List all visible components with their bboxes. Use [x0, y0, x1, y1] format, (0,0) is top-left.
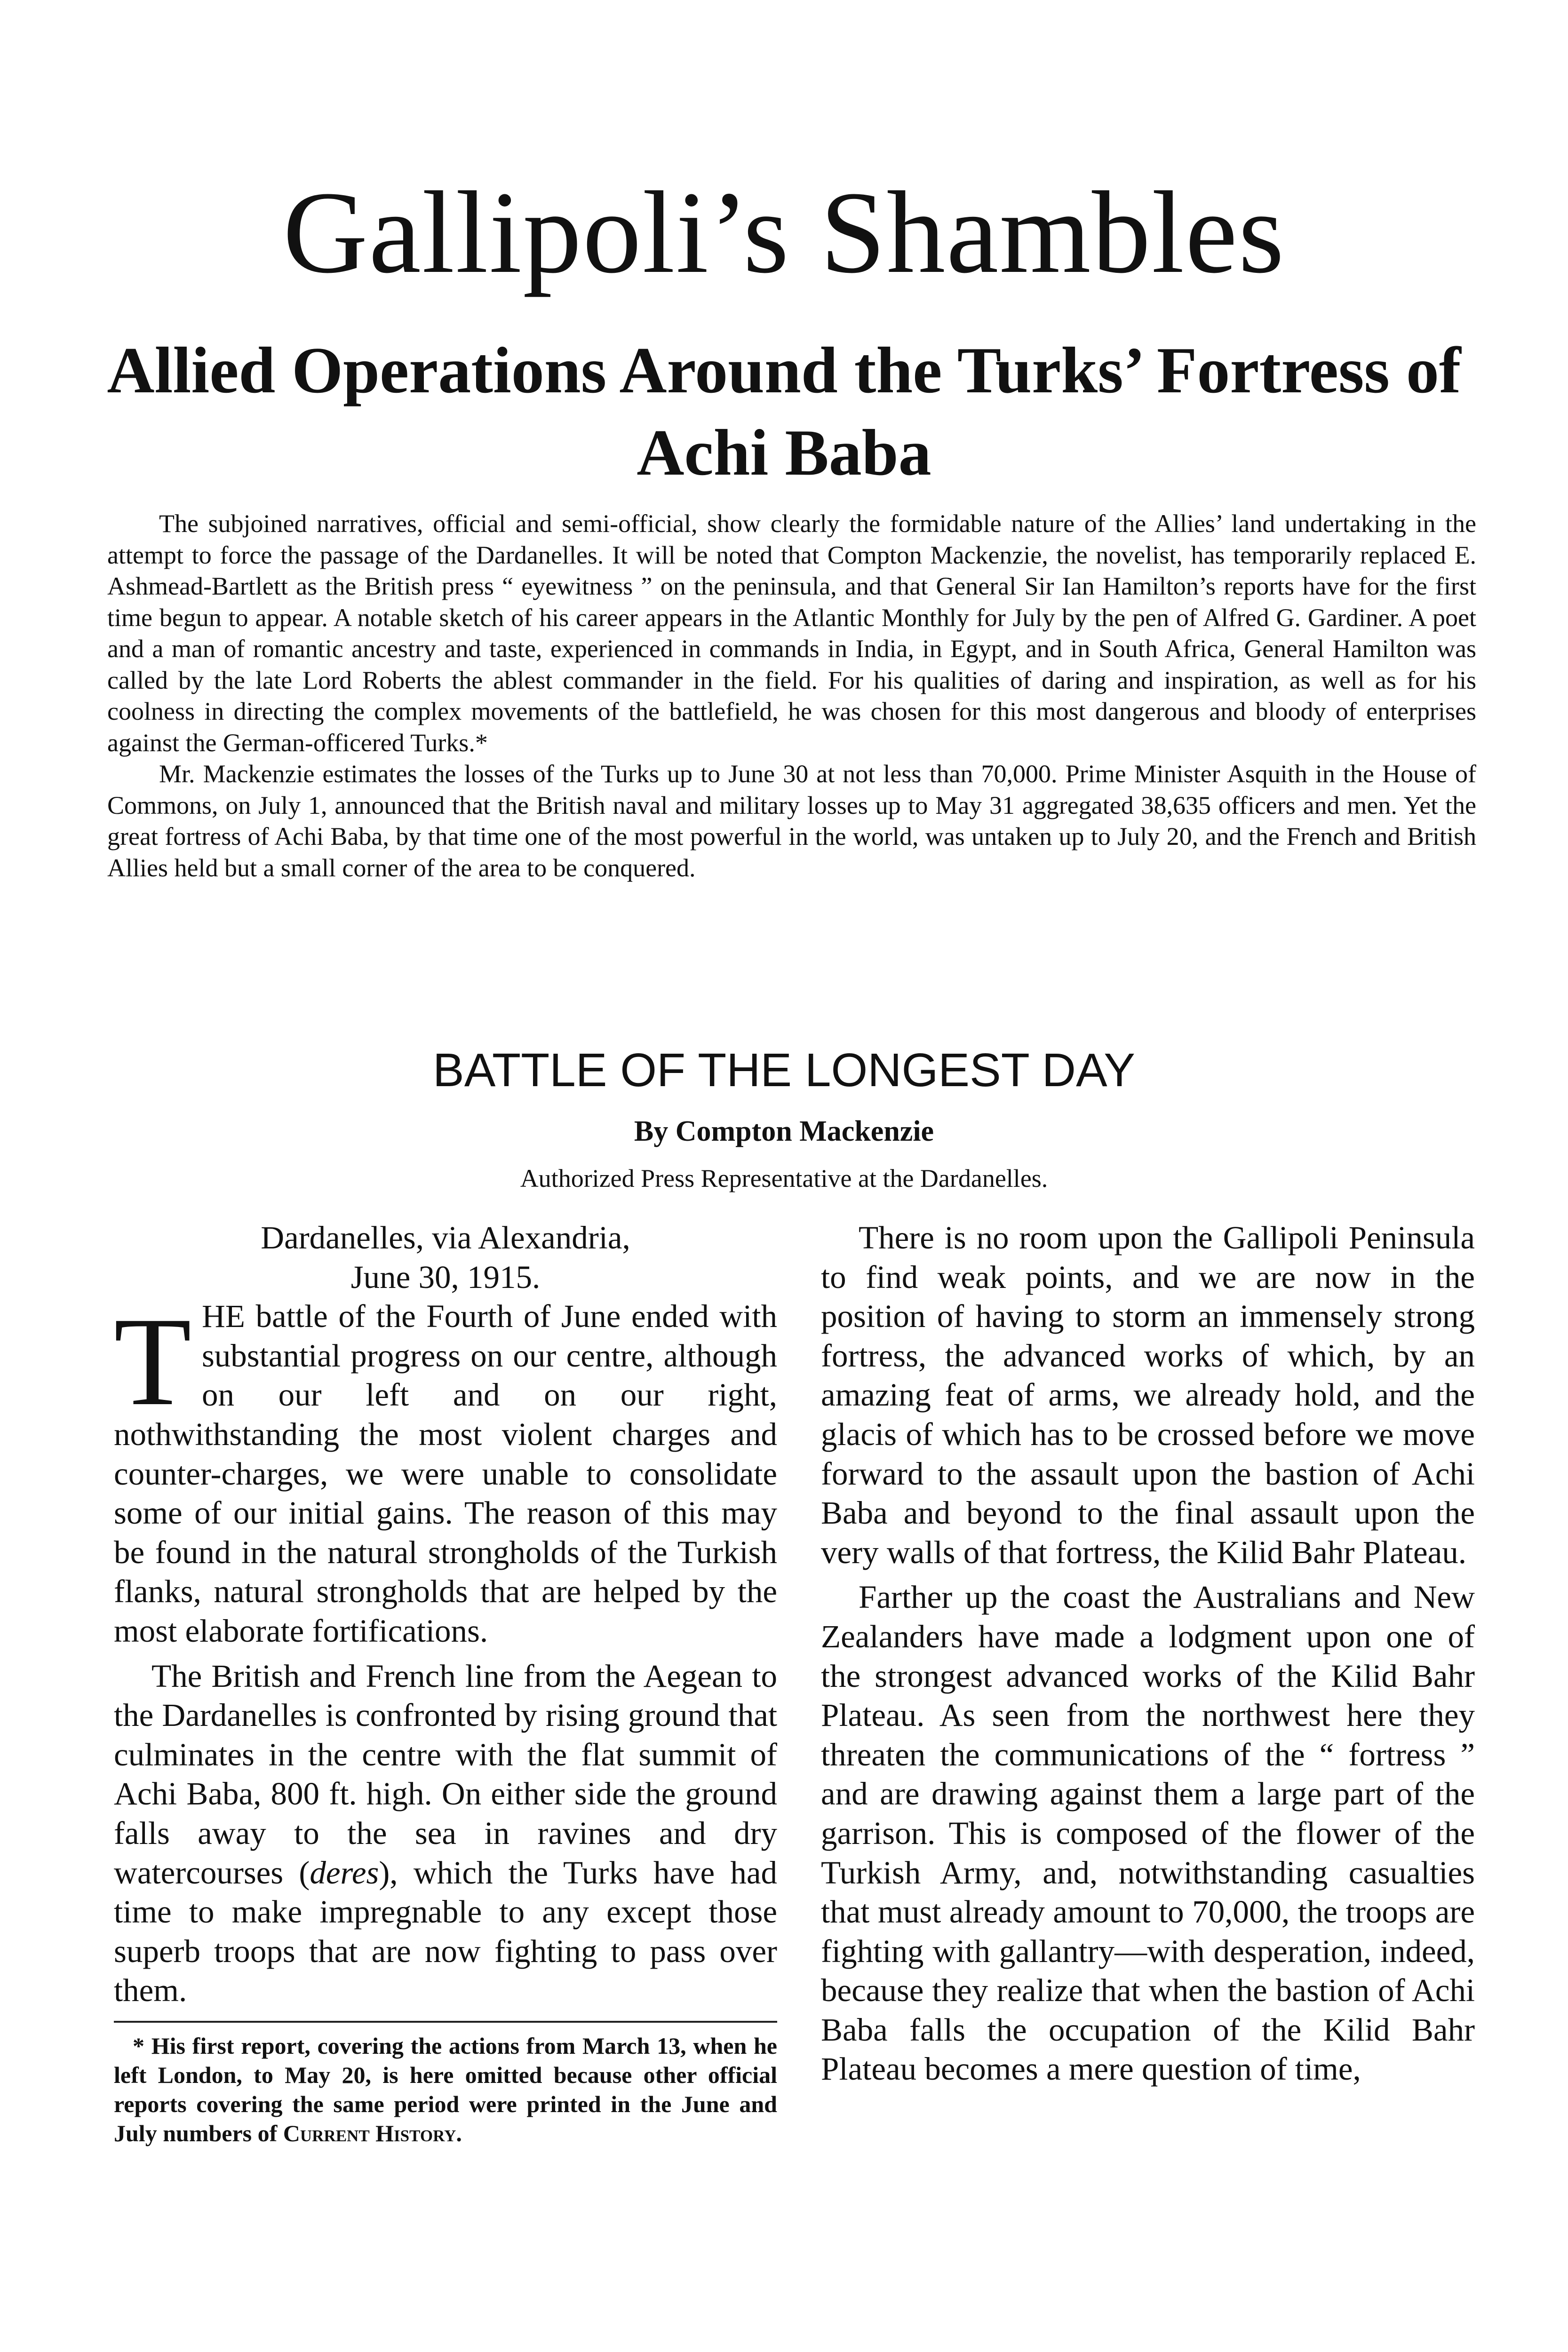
page-title: Gallipoli’s Shambles: [283, 167, 1285, 298]
left-paragraph-2-text-a: The British and French line from the Aegean to the Dardanelles is confronted by rising ground that culminates in the centre with the flat summit of Achi Baba, 800 ft. high. On either side the ground falls away to the sea in ravines and dry watercourses (: [114, 1658, 777, 1891]
right-column: [821, 1218, 1475, 2089]
article-byline: By Compton Mackenzie: [634, 1115, 934, 1147]
left-paragraph-1-text: HE battle of the Fourth of June ended with substantial progress on our centre, although on our left and on our right, nothwithstanding the most violent charges and counter-charges, we were unable to consolidate some of our initial gains. The reason of this may be found in the natural strongholds of the Turkish flanks, natural strongholds that are helped by the most elaborate fortifications.: [114, 1298, 777, 1649]
right-paragraph-1: There is no room upon the Gallipoli Peninsula to find weak points, and we are now in the position of having to storm an immensely strong fortress, the advanced works of which, by an amazing feat of arms, we already hold, and the glacis of which has to be crossed before we move forward to the assault upon the bastion of Achi Baba and beyond to the final assault upon the very walls of that fortress, the Kilid Bahr Plateau.: [821, 1220, 1475, 1570]
article-byline-role: Authorized Press Representative at the Dardanelles.: [520, 1164, 1048, 1192]
dateline-place: Dardanelles, via Alexandria,: [261, 1220, 630, 1255]
intro-paragraph-1: The subjoined narratives, official and semi-official, show clearly the formidable nature of the Allies’ land undertaking in the attempt to force the passage of the Dardanelles. It will be noted that Compton Mackenzie, the novelist, has temporarily replaced E. Ashmead-Bartlett as the British press “ eyewitness ” on the peninsula, and that General Sir Ian Hamilton’s reports have for the first time begun to appear. A notable sketch of his career appears in the Atlantic Monthly for July by the pen of Alfred G. Gardiner. A poet and a man of romantic ancestry and taste, experienced in commands in India, in Egypt, and in South Africa, General Hamilton was called by the late Lord Roberts the ablest commander in the field. For his qualities of daring and inspiration, as well as for his coolness in directing the complex movements of the battlefield, he was chosen for this most dangerous and bloody of enterprises against the German-officered Turks.*: [107, 509, 1476, 757]
page-subtitle: Allied Operations Around the Turks’ Fortress of Achi Baba: [107, 334, 1461, 489]
footnote-text: * His first report, covering the actions from March 13, when he left London, to May 20, is here omitted because other official reports covering the same period were printed in the June and July numbers of: [114, 2032, 777, 2146]
intro-paragraph-2: Mr. Mackenzie estimates the losses of the Turks up to June 30 at not less than 70,000. Prime Minister Asquith in the House of Commons, on July 1, announced that the British naval and military losses up to May 31 aggregated 38,635 officers and men. Yet the great fortress of Achi Baba, by that time one of the most powerful in the world, was untaken up to July 20, and the French and British Allies held but a small corner of the area to be conquered.: [107, 760, 1476, 882]
left-paragraph-2: [114, 1657, 777, 2010]
footnote-divider: [114, 2021, 777, 2023]
left-column: [114, 1218, 777, 2148]
left-paragraph-2-emphasis: deres: [310, 1854, 379, 1891]
intro-block: [107, 508, 1476, 883]
left-paragraph-2-text-b: ), which the Turks have had time to make impregnable to any except those superb troops that are now fighting to pass over them.: [114, 1854, 777, 2009]
footnote-journal: Current History.: [283, 2120, 462, 2146]
right-paragraph-2: Farther up the coast the Australians and New Zealanders have made a lodgment upon one of the strongest advanced works of the Kilid Bahr Plateau. As seen from the northwest here they threaten the communications of the “ fortress ” and are drawing against them a large part of the garrison. This is composed of the flower of the Turkish Army, and, notwithstanding casualties that must already amount to 70,000, the troops are fighting with gallantry—with desperation, indeed, because they realize that when the bastion of Achi Baba falls the occupation of the Kilid Bahr Plateau becomes a mere question of time,: [821, 1579, 1475, 2087]
article-heading: BATTLE OF THE LONGEST DAY: [433, 1044, 1135, 1097]
dateline-date: June 30, 1915.: [350, 1259, 541, 1295]
left-paragraph-1: [114, 1291, 777, 1651]
drop-cap: T: [114, 1291, 191, 1432]
footnote: [114, 2031, 777, 2148]
